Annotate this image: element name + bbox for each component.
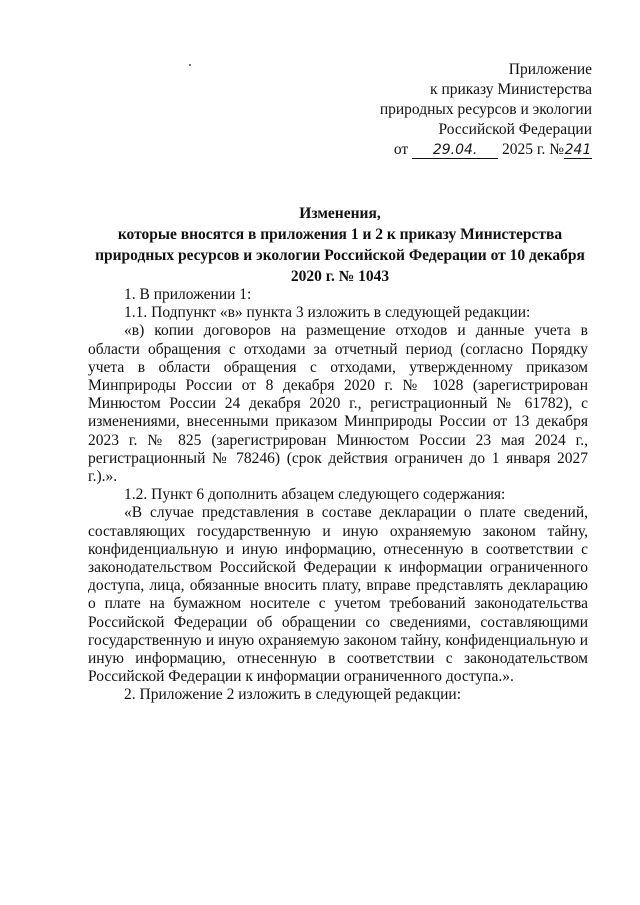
header-line: Приложение xyxy=(508,61,592,78)
header-date-line xyxy=(380,140,592,160)
handwritten-date: 29.04. xyxy=(432,142,478,158)
document-body xyxy=(88,286,588,705)
paragraph: «в) копии договоров на размещение отходов и данные учета в области обращения с отходами за отчетный период (согласно Порядку учета в области обращения с отходами, утвержденному приказом Минприроды России от 8 декабря 2020 г. № 1028 (зарегистрирован Минюстом России 24 декабря 2020 г., регистрационный № 61782), с изменениями, внесенными приказом Минприроды России от 13 декабря 2023 г. № 825 (зарегистрирован Минюстом России 23 мая 2024 г., регистрационный № 78246) (срок действия ограничен до 1 января 2027 г.).». xyxy=(88,322,588,486)
paragraph: 1.2. Пункт 6 дополнить абзацем следующего содержания: xyxy=(124,486,506,504)
appendix-header xyxy=(380,60,592,160)
header-line: к приказу Министерства xyxy=(430,81,592,98)
from-label: от xyxy=(393,141,409,158)
year-label: 2025 г. № xyxy=(501,141,564,158)
title-line: 2020 г. № 1043 xyxy=(290,268,390,285)
paragraph: 2. Приложение 2 изложить в следующей редакции: xyxy=(124,686,462,704)
paragraph: «В случае представления в составе декларации о плате сведений, составляющих государственную и иную охраняемую законом тайну, конфиденциальную и иную информацию, отнесенную в соответствии с законодательством Российской Федерации к информации ограниченного доступа, лица, обязанные вносить плату, вправе представлять декларацию о плате на бумажном носителе с учетом требований законодательства Российской Федерации об обращении со сведениями, составляющими государственную и иную охраняемую законом тайну, конфиденциальную и иную информацию, отнесенную в соответствии с законодательством Российской Федерации к информации ограниченного доступа.». xyxy=(88,504,588,686)
title-line: природных ресурсов и экологии Российской Федерации от 10 декабря xyxy=(95,247,585,264)
document-title xyxy=(70,203,610,287)
title-line: Изменения, xyxy=(299,205,381,222)
paragraph: 1.1. Подпункт «в» пункта 3 изложить в следующей редакции: xyxy=(124,304,531,322)
title-line: которые вносятся в приложения 1 и 2 к приказу Министерства xyxy=(117,226,563,243)
number-field xyxy=(564,142,592,159)
handwritten-number: 241 xyxy=(564,142,592,158)
paragraph: 1. В приложении 1: xyxy=(124,286,252,303)
header-line: Российской Федерации xyxy=(438,121,592,138)
date-field xyxy=(412,142,498,159)
header-line: природных ресурсов и экологии xyxy=(379,101,592,118)
scan-speck xyxy=(189,64,191,66)
